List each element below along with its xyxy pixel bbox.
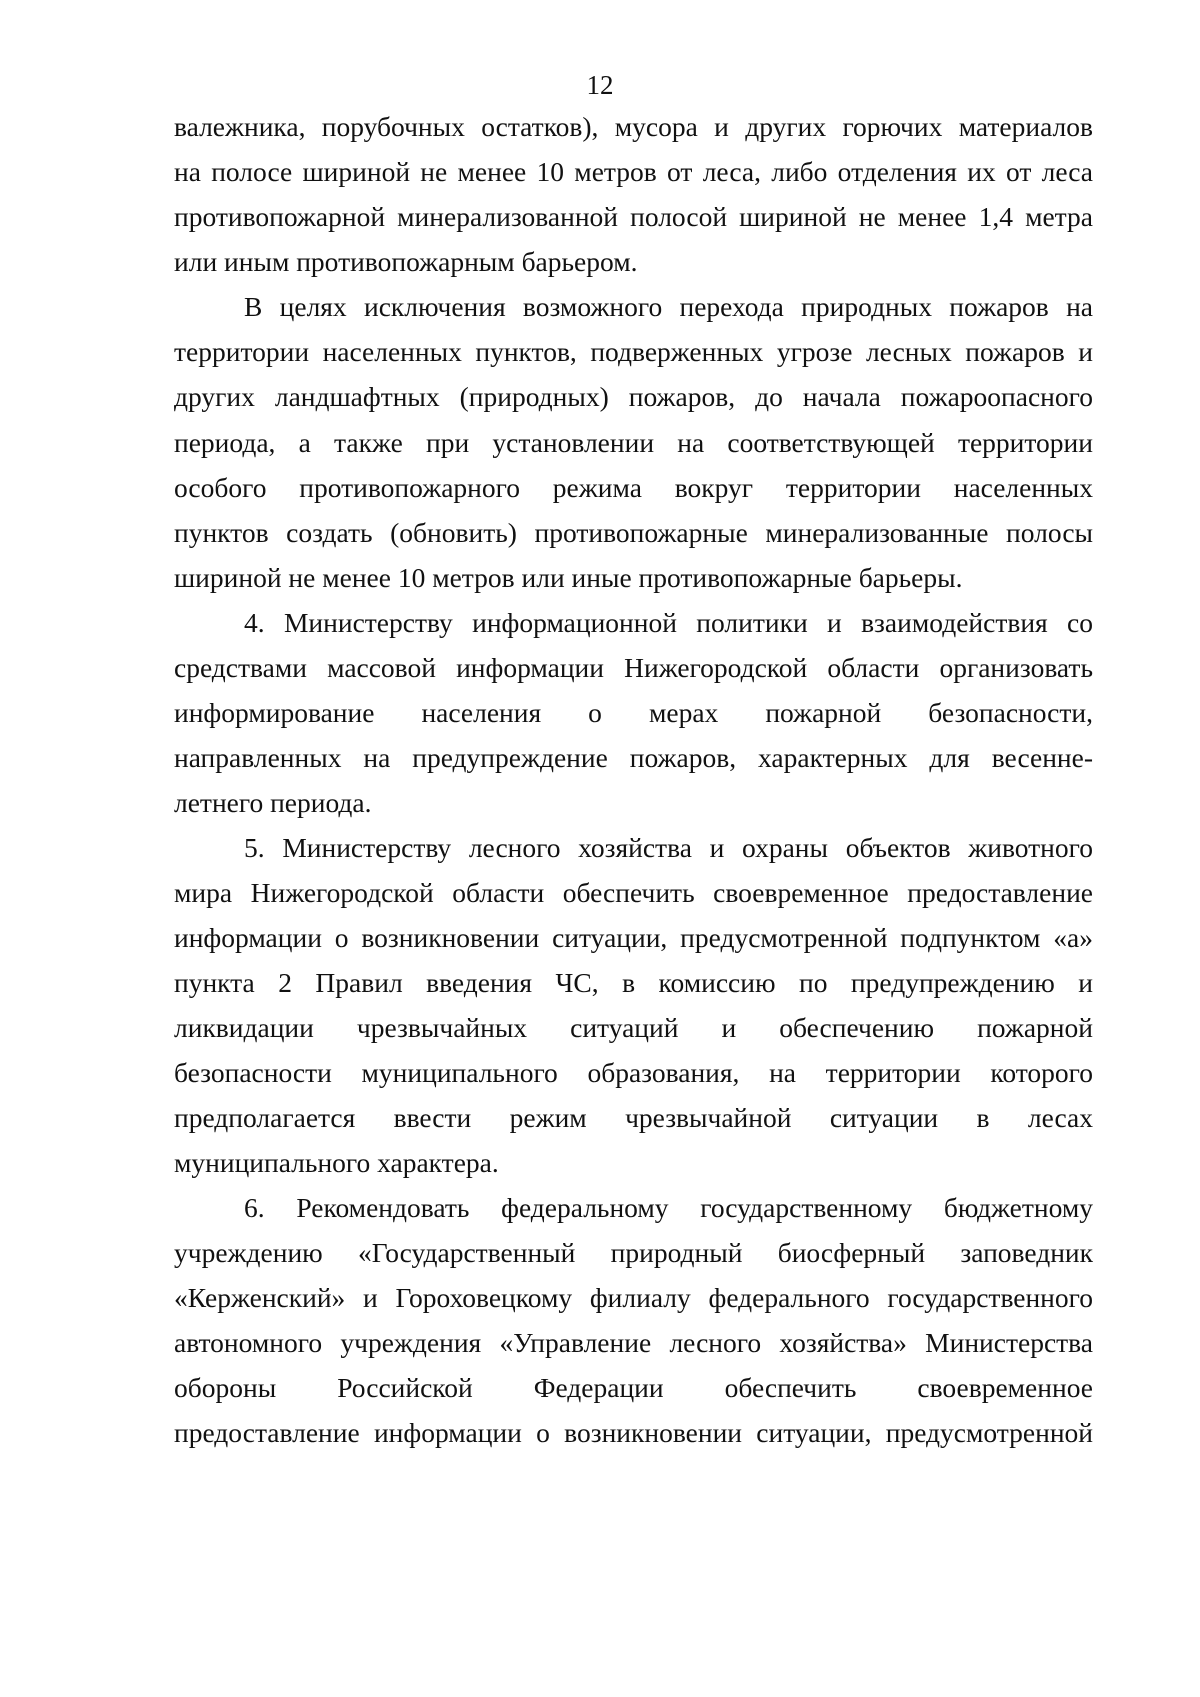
text-line: автономного учреждения «Управление лесного хозяйства» Министерства — [174, 1327, 1093, 1358]
text-line: шириной не менее 10 метров или иные противопожарные барьеры. — [174, 562, 963, 593]
text-line: валежника, порубочных остатков), мусора и других горючих материалов — [174, 111, 1093, 142]
text-line: учреждению «Государственный природный биосферный заповедник — [174, 1237, 1093, 1268]
text-line: 6. Рекомендовать федеральному государственному бюджетному — [244, 1192, 1093, 1223]
text-line: информирование населения о мерах пожарной безопасности, — [174, 697, 1093, 728]
text-line: предполагается ввести режим чрезвычайной ситуации в лесах — [174, 1102, 1093, 1133]
text-line: 4. Министерству информационной политики и взаимодействия со — [244, 607, 1093, 638]
text-line: информации о возникновении ситуации, предусмотренной подпунктом «а» — [174, 922, 1093, 953]
text-line: мира Нижегородской области обеспечить своевременное предоставление — [174, 877, 1093, 908]
text-line: направленных на предупреждение пожаров, характерных для весенне- — [174, 742, 1093, 773]
text-line: периода, а также при установлении на соответствующей территории — [174, 427, 1093, 458]
text-line: летнего периода. — [174, 787, 372, 818]
text-line: обороны Российской Федерации обеспечить своевременное — [174, 1372, 1093, 1403]
text-line: 5. Министерству лесного хозяйства и охраны объектов животного — [244, 832, 1093, 863]
text-line: или иным противопожарным барьером. — [174, 246, 638, 277]
text-line: безопасности муниципального образования, на территории которого — [174, 1057, 1093, 1088]
page-number: 12 — [586, 70, 614, 100]
text-line: пунктов создать (обновить) противопожарные минерализованные полосы — [174, 517, 1093, 548]
text-line: особого противопожарного режима вокруг территории населенных — [174, 472, 1093, 503]
text-line: муниципального характера. — [174, 1147, 499, 1178]
text-line: на полосе шириной не менее 10 метров от леса, либо отделения их от леса — [174, 156, 1093, 187]
text-line: противопожарной минерализованной полосой шириной не менее 1,4 метра — [174, 201, 1093, 232]
text-line: ликвидации чрезвычайных ситуаций и обеспечению пожарной — [174, 1012, 1093, 1043]
text-line: «Керженский» и Гороховецкому филиалу федерального государственного — [174, 1282, 1093, 1313]
text-line: пункта 2 Правил введения ЧС, в комиссию по предупреждению и — [174, 967, 1093, 998]
text-line: В целях исключения возможного перехода природных пожаров на — [244, 291, 1093, 322]
text-line: территории населенных пунктов, подверженных угрозе лесных пожаров и — [174, 336, 1093, 367]
text-line: других ландшафтных (природных) пожаров, до начала пожароопасного — [174, 381, 1093, 412]
text-line: средствами массовой информации Нижегородской области организовать — [174, 652, 1093, 683]
text-line: предоставление информации о возникновении ситуации, предусмотренной — [174, 1417, 1093, 1448]
